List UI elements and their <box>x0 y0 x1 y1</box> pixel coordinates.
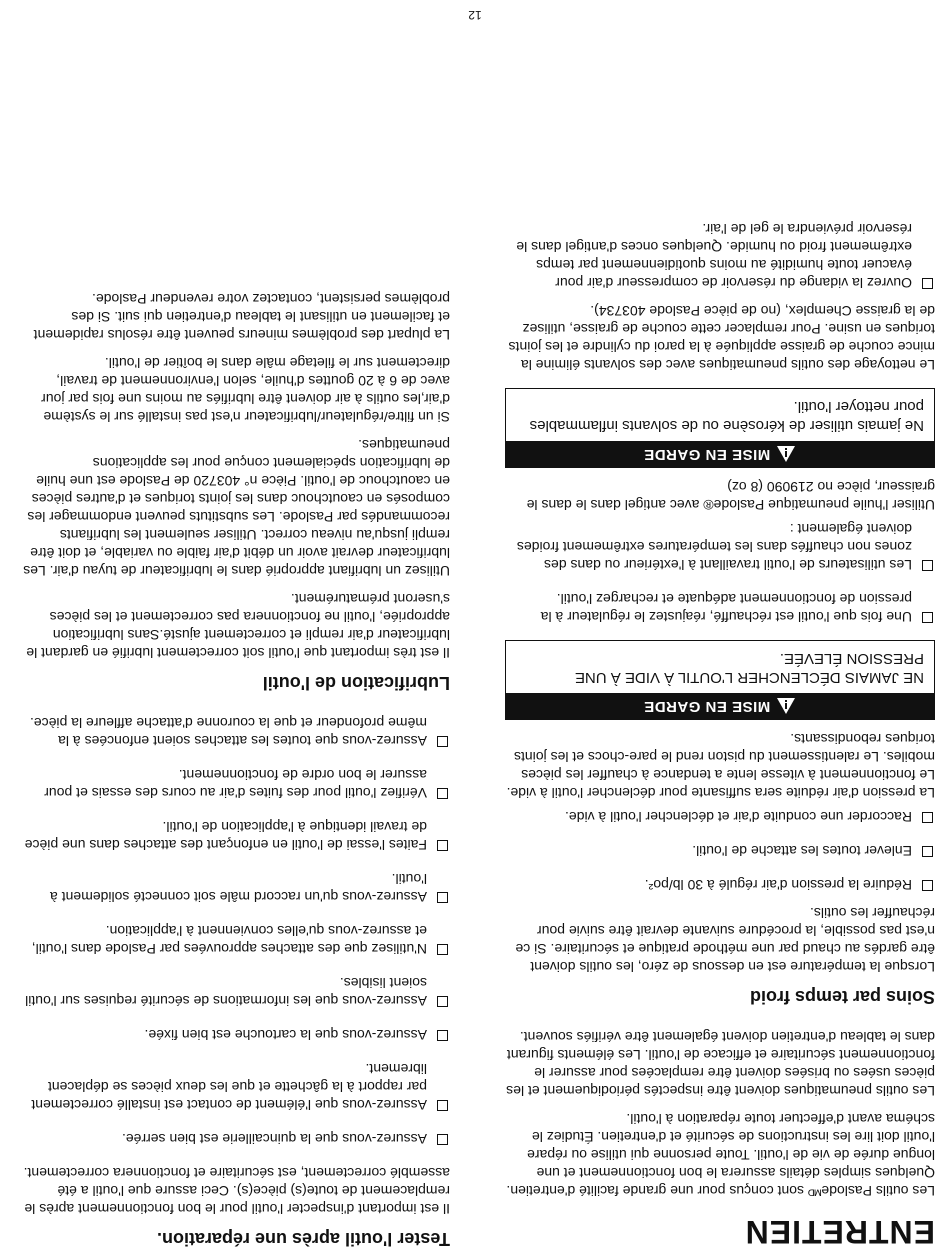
page-title: ENTRETIEN <box>744 1214 935 1250</box>
left-column <box>505 204 935 1250</box>
checklist-item <box>20 1060 450 1114</box>
checklist-text: Assurez-vous que l'élément de contact est installé correctement par rapport à la gâchette et que les deux pièces se déplacent librement. <box>31 1061 427 1113</box>
warning-text: Ne jamais utiliser de kérosène ou de solvants inflammables pour nettoyer l'outil. <box>529 398 924 434</box>
page-number: 12 <box>468 8 482 22</box>
checklist-item <box>20 1130 450 1148</box>
warning-label: MISE EN GARDE <box>643 698 771 715</box>
checklist-item <box>505 842 935 860</box>
checkbox-icon <box>922 846 933 857</box>
checklist-text: Réduire la pression d'air régulé à 30 lb/po². <box>644 877 912 893</box>
checklist-text: Assurez-vous que les informations de sécurité requises sur l'outil soient lisibles. <box>25 975 427 1009</box>
checkbox-icon <box>922 560 933 571</box>
checklist-item <box>505 590 935 626</box>
intro-paragraph: Les outils Paslodeᴹᴰ sont conçus pour une grande facilité d'entretien. Quelques simples détails assurera le bon fonctionnement et une longue durée de vie de l'outil. Toute personne qui utilise ou répare l'outil doit lire les instructions de sécurité et d'entretien. Étudiez le schéma avant d'effectuer toute réparation à l'outil. <box>506 1111 935 1199</box>
cold-weather-intro: Lorsque la température est en dessous de zéro, les outils doivent être gardés au chaud par une méthode pratique et sécuritaire. Si ce n'est pas possible, la procédure suivante devrait être suivie pour réchauffer les outils. <box>515 905 935 975</box>
warning-header <box>506 693 934 719</box>
checklist-item <box>20 922 450 958</box>
checklist-text: Une fois que l'outil est réchauffé, réajustez le régulateur à la pression de fonctionnement adéquate et rechargez l'outil. <box>540 591 912 625</box>
checklist-text: Assurez-vous que toutes les attaches soient enfoncées à la même profondeur et que la couronne d'attache affleure la pièce. <box>29 715 427 749</box>
inspection-paragraph: Les outils pneumatiques doivent être inspectés périodiquement et les pièces usées ou brisées doivent être remplacées pour assurer le fonctionnement sécuritaire et efficace de l'outil. Les éléments figurant dans le tableau d'entretien doivent également être vérifiés souvent. <box>506 1029 935 1099</box>
checklist-text: Les utilisateurs de l'outil travaillant à l'extérieur ou dans des zones non chauffés dans les températures extrêmement froides doivent également : <box>516 521 912 573</box>
checklist-item <box>20 766 450 802</box>
checkbox-icon <box>437 944 448 955</box>
checklist-text: Assurez-vous que la quincaillerie est bien serrée. <box>121 1131 427 1147</box>
warning-box <box>505 640 935 720</box>
lubrication-paragraph: Si un filtre/régulateur/lubrificateur n'est pas installé sur le système d'air,les outils à air doivent être lubrifiés au moins une fois par jour avec de 6 à 20 gouttes d'huile, selon l'environnement de travail, directement sur le filetage mâle dans le boîtier de l'outil. <box>41 355 450 425</box>
checklist-item <box>20 870 450 906</box>
lubrication-paragraph: Utilisez un lubrifiant approprié dans le lubrificateur de tuyau d'air. Les lubrificateur devrait avoir un débit d'air faible ou variable, et doit être rempli jusqu'au niveau correct. Utiliser seulement les lubrifiants recommandés par Paslode. Les substituts peuvent endommager les composés en caoutchouc dans les joints toriques et d'autres pièces en caoutchouc de l'outil. Pièce n° 403720 de Paslode est une huile de lubrification spécialement conçue pour les applications pneumatiques. <box>23 437 450 579</box>
troubleshooting-paragraph: La plupart des problèmes mineurs peuvent être résolus rapidement et facilement en utilisant le tableau d'entretien qui suit. Si des problèmes persistent, contactez votre revendeur Paslode. <box>33 291 450 343</box>
dry-fire-detail: La pression d'air réduite sera suffisante pour déclencher l'outil à vide. Le fonctionnement à vitesse lente a tendance à chauffer les pièces mobiles. Le ralentissement du piston rend le pare-chocs et les joints toriques rebondissants. <box>506 731 935 801</box>
lubrication-paragraph: Il est très important que l'outil soit correctement lubrifié en gardant le lubrificateur d'air rempli et correctement ajusté.Sans lubrification appropriée, l'outil ne fonctionnera pas correctement et les pièces s'useront prématurément. <box>26 591 450 661</box>
checklist-text: Enlever toutes les attache de l'outil. <box>692 843 912 859</box>
cleaning-paragraph: Le nettoyage des outils pneumatiques avec des solvants élimine la mince couche de graisse appliquée à la paroi du cylindre et les joints toriques en usine. Pour remplacer cette couche de graisse, utilisez de la graisse Chemplex, (no de pièce Paslode 403734). <box>508 303 935 373</box>
checklist-text: Faites l'essai de l'outil en enfonçant des attaches dans une pièce de travail identique à l'application de l'outil. <box>24 819 427 853</box>
checklist-item <box>505 876 935 894</box>
checkbox-icon <box>437 840 448 851</box>
checklist-item <box>505 220 935 292</box>
testing-intro: Il est important d'inspecter l'outil pour le bon fonctionnement après le remplacement de toute(s) pièce(s). Ceci assure que l'outil a été assemblé correctement, est sécuritaire et fonctionnera correctement. <box>23 1165 450 1217</box>
checklist-text: Raccorder une conduite d'air et déclencher l'outil à vide. <box>565 809 912 825</box>
checkbox-icon <box>922 812 933 823</box>
checklist-text: Vérifiez l'outil pour des fuites d'air au cours des essais et pour assurer le bon ordre de fonctionnement. <box>44 767 427 801</box>
checklist-item <box>20 1026 450 1044</box>
warning-box <box>505 388 935 468</box>
checklist-text: Assurez-vous qu'un raccord mâle soit connecté solidement à l'outil. <box>50 871 427 905</box>
checkbox-icon <box>437 736 448 747</box>
checkbox-icon <box>437 1030 448 1041</box>
checklist-item <box>20 974 450 1010</box>
warning-text: NE JAMAIS DÉCLENCHER L'OUTIL À VIDE À UNE PRESSION ÉLEVÉE. <box>574 650 924 686</box>
checkbox-icon <box>437 892 448 903</box>
cold-weather-heading: Soins par temps froid <box>749 987 935 1007</box>
testing-heading: Tester l'outil après une réparation. <box>156 1229 450 1249</box>
warning-triangle-icon <box>776 697 796 715</box>
warning-header <box>506 441 934 467</box>
checklist-item <box>20 818 450 854</box>
lubrication-heading: Lubrification de l'outil <box>262 673 450 693</box>
checkbox-icon <box>922 612 933 623</box>
checklist-item <box>20 714 450 750</box>
checkbox-icon <box>922 880 933 891</box>
right-column <box>20 280 450 1250</box>
checklist-text: Ouvrez la vidange du réservoir de compresseur d'air pour évacuer toute humidité au moins quotidiennement par temps extrêmement froid ou humide. Quelques onces d'antigel dans le réservoir préviendra le gel de l'air. <box>516 221 912 291</box>
checkbox-icon <box>922 278 933 289</box>
checkbox-icon <box>437 996 448 1007</box>
checklist-text: N'utilisez que des attaches approuvées par Paslode dans l'outil, et assurez-vous qu'elles conviennent à l'application. <box>31 923 427 957</box>
checklist-item <box>505 808 935 826</box>
checkbox-icon <box>437 1100 448 1111</box>
checkbox-icon <box>437 1134 448 1145</box>
warning-triangle-icon <box>776 445 796 463</box>
checklist-item <box>505 520 935 574</box>
checklist-text: Assurez-vous que la cartouche est bien fixée. <box>144 1027 427 1043</box>
antifreeze-oil-note: Utiliser l'huile pneumatique Paslode® avec antigel dans le dans le graisseur, pièce no 219090 (8 oz) <box>526 479 935 513</box>
checkbox-icon <box>437 788 448 799</box>
warning-label: MISE EN GARDE <box>643 446 771 463</box>
